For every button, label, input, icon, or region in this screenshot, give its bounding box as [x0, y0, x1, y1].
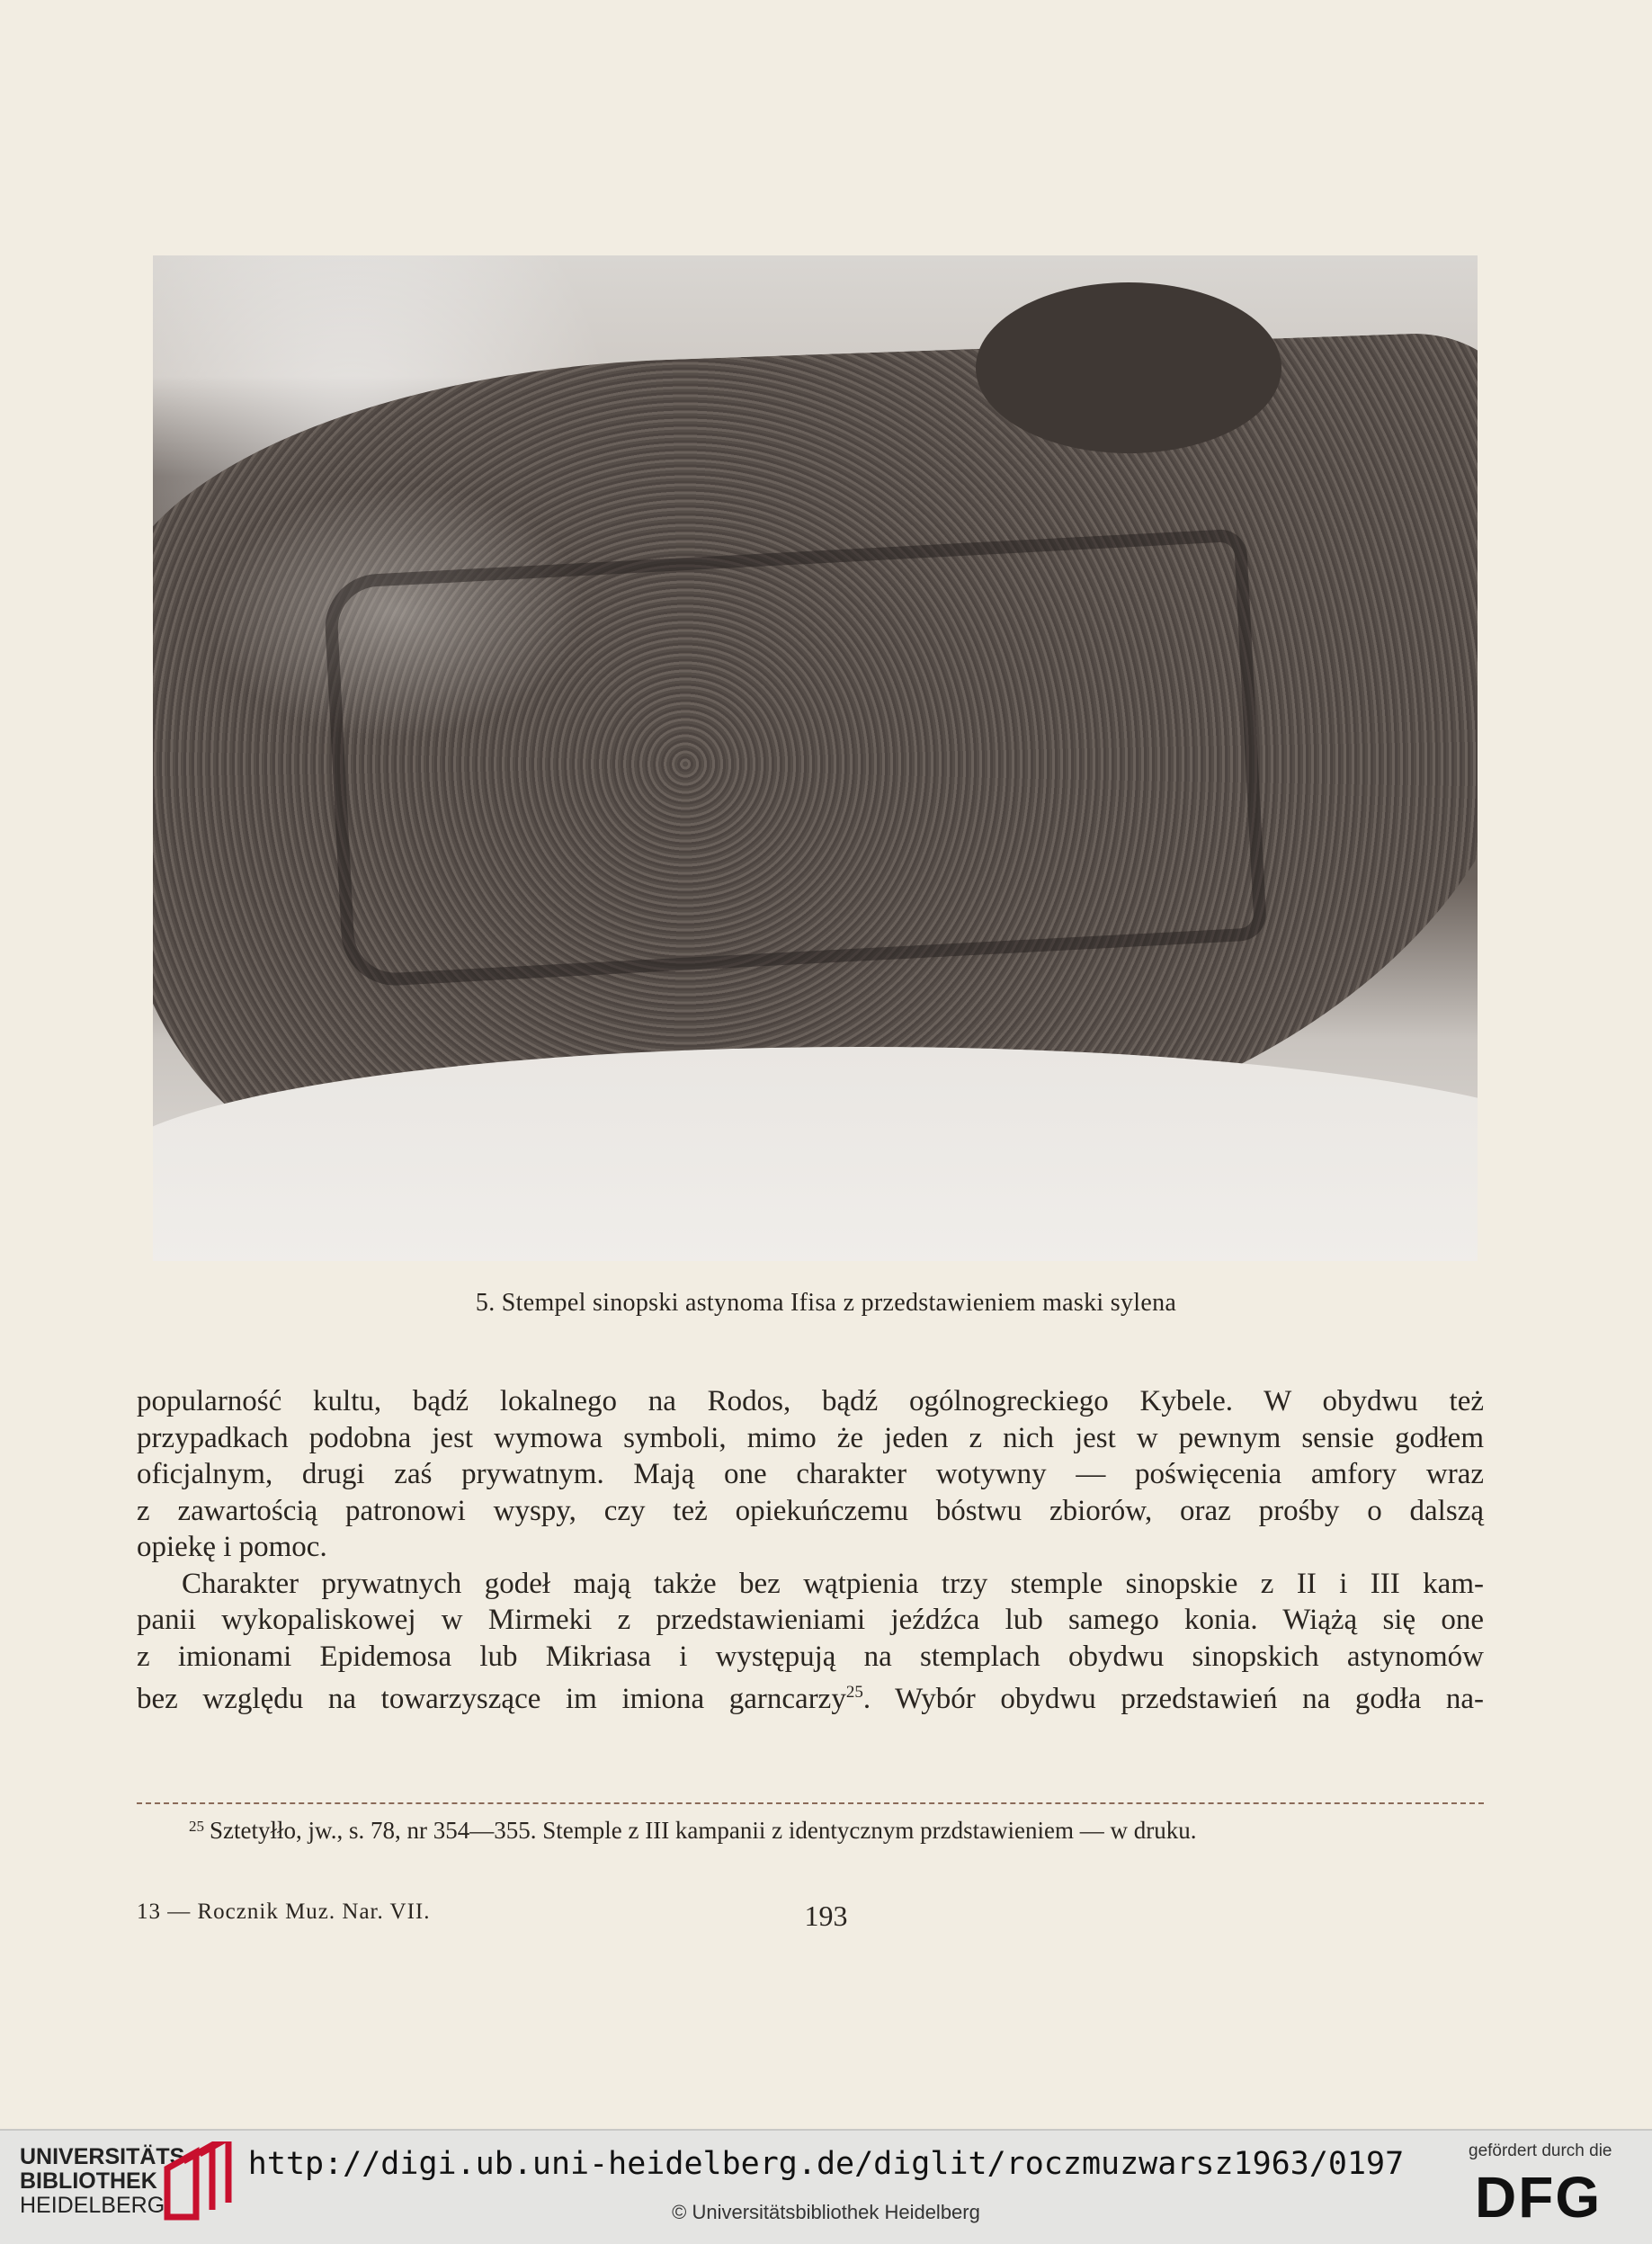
dfg-logo-text: DFG [1475, 2168, 1603, 2222]
footnote-reference[interactable]: 25 [845, 1683, 863, 1702]
footnote-text: Sztetyłło, jw., s. 78, nr 354—355. Stemple z III kampanii z identycznym przdstawieniem — w druku. [210, 1817, 1197, 1844]
library-name-line: UNIVERSITÄTS- [20, 2144, 192, 2169]
text-line: opiekę i pomoc. [137, 1531, 327, 1563]
text-fragment: . Wybór obydwu przedstawień na godła na- [862, 1683, 1484, 1715]
amphora-stamp-photograph [153, 255, 1478, 1261]
text-line: oficjalnym, drugi zaś prywatnym. Mają one charakter wotywny — poświęcenia amfory wraz [137, 1458, 1484, 1490]
page-number: 193 [804, 1900, 848, 1932]
text-fragment: bez względu na towarzyszące im imiona garncarzy [137, 1683, 846, 1715]
dfg-funding-label: gefördert durch die [1469, 2141, 1612, 2160]
footnote-marker: 25 [189, 1818, 204, 1835]
text-line: przypadkach podobna jest wymowa symboli, mimo że jeden z nich jest w pewnym sensie godłem [137, 1421, 1484, 1454]
text-line: Charakter prywatnych godeł mają także bez wątpienia trzy stemple sinopskie z II i III kam- [182, 1567, 1484, 1600]
copyright-notice: © Universitätsbibliothek Heidelberg [672, 2201, 980, 2223]
text-line [137, 1675, 1484, 1718]
footnote-separator [137, 1802, 1484, 1804]
text-line: panii wykopaliskowej w Mirmeki z przedstawieniami jeźdźca lub samego konia. Wiążą się one [137, 1604, 1484, 1636]
dfg-logo-icon[interactable] [1473, 2168, 1633, 2222]
body-text [137, 1383, 1484, 1718]
permalink-url[interactable]: http://digi.ub.uni-heidelberg.de/diglit/roczmuzwarsz1963/0197 [247, 2146, 1405, 2182]
library-name-line: HEIDELBERG [20, 2193, 165, 2218]
figure-caption: 5. Stempel sinopski astynoma Ifisa z przedstawieniem maski sylena [475, 1289, 1177, 1317]
footnote [189, 1817, 1484, 1845]
running-footer: 13 — Rocznik Muz. Nar. VII. [137, 1900, 431, 1924]
photo-background-light [153, 1047, 1478, 1261]
stamp-impression [323, 528, 1268, 988]
text-line: popularność kultu, bądź lokalnego na Rodos, bądź ogólnogreckiego Kybele. W obydwu też [137, 1385, 1484, 1417]
library-name-line: BIBLIOTHEK [20, 2168, 157, 2194]
handle-knob [976, 282, 1281, 453]
text-line: z zawartością patronowi wyspy, czy też opiekuńczemu bóstwu zbiorów, oraz prośby o dalszą [137, 1494, 1484, 1527]
text-line: z imionami Epidemosa lub Mikriasa i występują na stemplach obydwu sinopskich astynomów [137, 1640, 1484, 1673]
